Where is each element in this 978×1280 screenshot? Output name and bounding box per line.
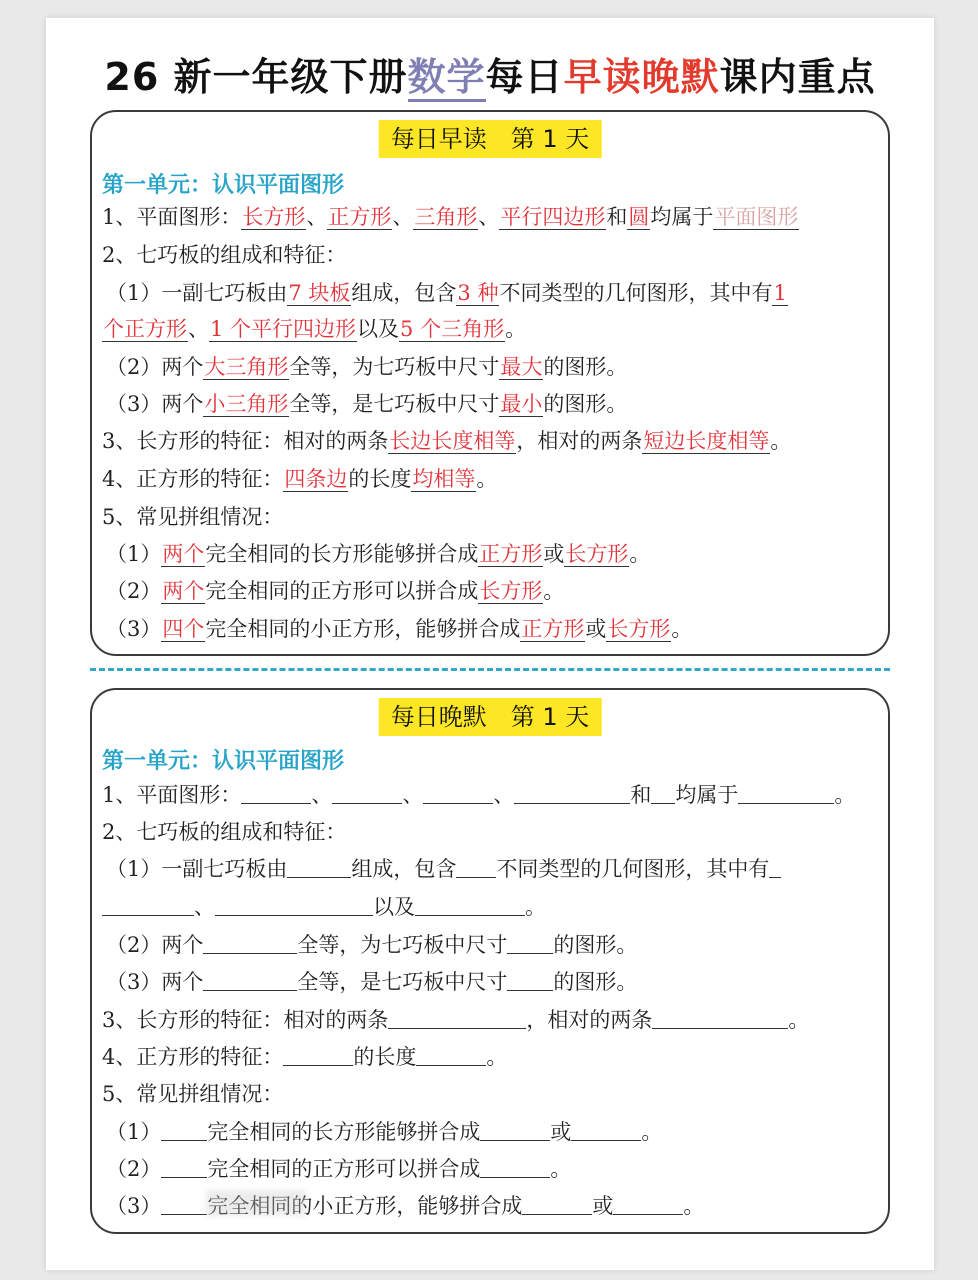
text: 完全相同的小正方形，能够拼合成 [207, 1194, 523, 1218]
blank[interactable] [241, 783, 311, 804]
blank[interactable] [332, 783, 402, 804]
line-tangram-pieces [102, 892, 546, 922]
unit-heading: 第一单元：认识平面图形 [102, 173, 345, 198]
answer: 均相等 [412, 467, 476, 491]
morning-header-badge: 每日早读 第 1 天 [379, 120, 602, 158]
answer: 1 个平行四边形 [210, 317, 357, 341]
blank[interactable] [215, 895, 373, 916]
text: （2）两个 [106, 355, 204, 379]
blank[interactable] [161, 1157, 207, 1178]
text: 的长度 [353, 1045, 417, 1069]
line-large-triangles [106, 352, 627, 382]
answer: 四条边 [284, 467, 348, 491]
text: 或 [585, 617, 607, 641]
text: 完全相同的正方形可以拼合成 [205, 579, 479, 603]
text: 全等，是七巧板中尺寸 [297, 970, 508, 994]
text: 。 [834, 783, 856, 807]
unit-heading: 第一单元：认识平面图形 [102, 749, 345, 774]
answer: 正方形 [521, 617, 585, 641]
answer: 7 块板 [288, 281, 351, 305]
line-tangram-heading: 2、七巧板的组成和特征： [102, 820, 347, 844]
section-divider [90, 668, 890, 671]
text: 不同类型的几何图形，其中有 [496, 857, 770, 881]
text: 、 [194, 895, 215, 919]
blank[interactable] [651, 783, 675, 804]
text: 的图形。 [553, 970, 638, 994]
line-square-features [102, 1042, 507, 1072]
title-subject-text: 数学 [408, 55, 486, 102]
text: ，相对的两条 [526, 1008, 653, 1032]
line-tangram-heading: 2、七巧板的组成和特征： [102, 243, 347, 267]
answer: 两个 [162, 579, 205, 603]
answer: 长方形 [607, 617, 671, 641]
text: （2）两个 [106, 933, 204, 957]
blank[interactable] [507, 970, 553, 991]
text: 。 [788, 1008, 810, 1032]
answer: 个正方形 [103, 317, 187, 341]
text: 或 [550, 1120, 572, 1144]
line-combinations-heading: 5、常见拼组情况： [102, 505, 284, 529]
answer: 长方形 [242, 205, 306, 229]
answer: 平面图形 [714, 205, 799, 229]
text: 的图形。 [553, 933, 638, 957]
blank[interactable] [161, 1120, 207, 1141]
text: 。 [543, 579, 565, 603]
line-combination-1 [106, 539, 650, 569]
text: 组成，包含 [351, 281, 457, 305]
text: 、 [306, 205, 328, 229]
blank[interactable] [613, 1194, 683, 1215]
blank[interactable] [287, 857, 351, 878]
text: 全等，为七巧板中尺寸 [289, 355, 500, 379]
answer: 5 个三角形 [400, 317, 505, 341]
text: 。 [629, 542, 651, 566]
answer: 最小 [500, 392, 543, 416]
line-large-triangles [106, 930, 637, 960]
text: 。 [683, 1194, 705, 1218]
title-daily-text: 每日 [485, 55, 564, 99]
blank[interactable] [416, 1045, 486, 1066]
blank[interactable] [283, 1045, 353, 1066]
text: 不同类型的几何图形，其中有 [499, 281, 773, 305]
line-combination-3 [106, 1191, 704, 1221]
text: （2） [106, 579, 162, 603]
blank[interactable] [522, 1194, 592, 1215]
text: 完全相同的长方形能够拼合成 [207, 1120, 481, 1144]
text: 1、平面图形： [102, 783, 242, 807]
text: （3）两个 [106, 970, 204, 994]
text: 3、长方形的特征：相对的两条 [102, 429, 389, 453]
answer: 四个 [162, 617, 205, 641]
text: 、 [188, 317, 209, 341]
blank[interactable] [203, 970, 297, 991]
blank[interactable] [652, 1008, 788, 1029]
answer: 长边长度相等 [389, 429, 516, 453]
line-combination-2 [106, 1154, 571, 1184]
line-rectangle-features [102, 426, 791, 456]
evening-header-badge: 每日晚默 第 1 天 [379, 698, 602, 736]
line-rectangle-features [102, 1005, 809, 1035]
line-square-features [102, 464, 497, 494]
text: （3） [106, 1194, 162, 1218]
text: 3、长方形的特征：相对的两条 [102, 1008, 389, 1032]
text: （3）两个 [106, 392, 204, 416]
text: 均属于 [675, 783, 739, 807]
title-grade-text: 26 新一年级下册 [104, 55, 408, 99]
answer: 3 种 [457, 281, 499, 305]
text: （1）一副七巧板由 [106, 857, 288, 881]
text: 1、平面图形： [102, 205, 242, 229]
text: （2） [106, 1157, 162, 1181]
text: （1） [106, 1120, 162, 1144]
blank[interactable] [480, 1120, 550, 1141]
text: 。 [550, 1157, 572, 1181]
blank[interactable] [769, 857, 781, 878]
line-combinations-heading: 5、常见拼组情况： [102, 1082, 284, 1106]
line-plane-shapes [102, 780, 855, 810]
line-tangram-composition [106, 854, 781, 884]
answer: 长方形 [479, 579, 543, 603]
text: 4、正方形的特征： [102, 467, 284, 491]
text: 和 [630, 783, 652, 807]
blank[interactable] [423, 783, 493, 804]
blank[interactable] [415, 895, 525, 916]
text: 或 [592, 1194, 614, 1218]
text: 、 [493, 783, 515, 807]
blank[interactable] [514, 783, 630, 804]
text: （1）一副七巧板由 [106, 281, 288, 305]
text: （1） [106, 542, 162, 566]
answer: 平行四边形 [500, 205, 606, 229]
line-combination-1 [106, 1117, 662, 1147]
answer: 正方形 [328, 205, 392, 229]
text: 以及 [357, 317, 400, 341]
text: 完全相同的小正方形，能够拼合成 [205, 617, 521, 641]
text: 、 [402, 783, 424, 807]
text: 。 [770, 429, 792, 453]
answer: 正方形 [479, 542, 543, 566]
blank[interactable] [102, 895, 194, 916]
blank[interactable] [456, 857, 496, 878]
blank[interactable] [203, 933, 297, 954]
answer: 三角形 [414, 205, 478, 229]
title-key-points-text: 课内重点 [719, 55, 876, 99]
text: 全等，是七巧板中尺寸 [289, 392, 500, 416]
answer: 长方形 [565, 542, 629, 566]
line-tangram-composition [106, 278, 788, 308]
text: 完全相同的长方形能够拼合成 [205, 542, 479, 566]
blank[interactable] [161, 1194, 207, 1215]
blank[interactable] [571, 1120, 641, 1141]
text: 全等，为七巧板中尺寸 [297, 933, 508, 957]
answer: 两个 [162, 542, 205, 566]
answer: 大三角形 [204, 355, 289, 379]
text: 。 [505, 317, 527, 341]
text: 的图形。 [543, 392, 628, 416]
text: 4、正方形的特征： [102, 1045, 284, 1069]
text: 。 [641, 1120, 663, 1144]
title-highlight-text: 早读晚默 [563, 55, 720, 99]
text: 、 [311, 783, 333, 807]
page-title [46, 52, 934, 102]
blank[interactable] [388, 1008, 526, 1029]
line-plane-shapes [102, 202, 799, 232]
line-combination-2 [106, 576, 564, 606]
line-small-triangles [106, 389, 627, 419]
text: 均属于 [650, 205, 714, 229]
text: ，相对的两条 [516, 429, 643, 453]
answer: 1 [773, 281, 787, 305]
line-combination-3 [106, 614, 692, 644]
text: 完全相同的正方形可以拼合成 [207, 1157, 481, 1181]
text: 的图形。 [543, 355, 628, 379]
morning-reading-card [90, 110, 890, 656]
watermark-smudge [206, 1190, 306, 1216]
text: 、 [478, 205, 500, 229]
answer: 小三角形 [204, 392, 289, 416]
text: 以及 [373, 895, 415, 919]
line-small-triangles [106, 967, 637, 997]
text: 和 [606, 205, 628, 229]
blank[interactable] [738, 783, 834, 804]
line-tangram-pieces [102, 314, 526, 344]
text: 的长度 [348, 467, 412, 491]
answer: 短边长度相等 [643, 429, 770, 453]
text: （3） [106, 617, 162, 641]
answer: 圆 [628, 205, 650, 229]
text: 。 [486, 1045, 508, 1069]
answer: 最大 [500, 355, 543, 379]
text: 、 [392, 205, 414, 229]
blank[interactable] [507, 933, 553, 954]
text: 组成，包含 [351, 857, 457, 881]
text: 。 [525, 895, 546, 919]
blank[interactable] [480, 1157, 550, 1178]
evening-dictation-card [90, 688, 890, 1234]
text: 。 [671, 617, 693, 641]
text: 。 [476, 467, 498, 491]
text: 或 [543, 542, 565, 566]
